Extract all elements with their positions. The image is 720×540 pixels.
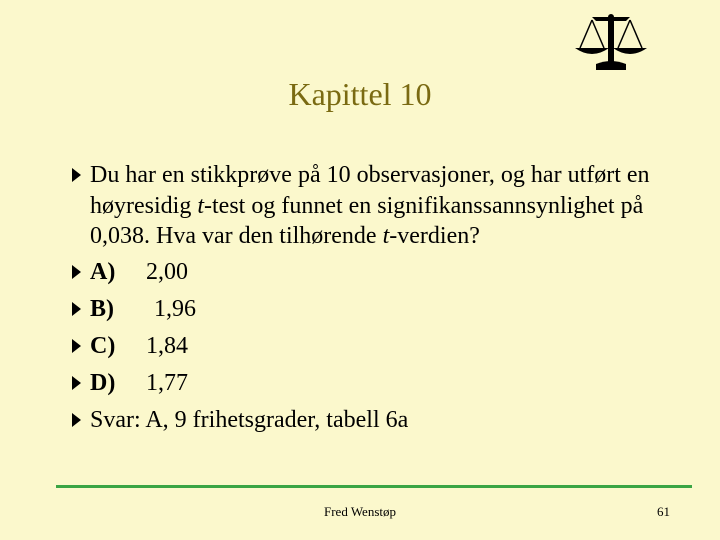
triangle-bullet-icon [72, 339, 81, 353]
option-d [72, 368, 682, 399]
scales-of-justice-icon [570, 12, 652, 74]
answer-item [72, 405, 682, 436]
question-t-1: t [197, 192, 204, 219]
question-text-1: Du har en stikkprøve på 10 observasjoner, og har utført en høyresidig [90, 162, 650, 219]
option-value: 2,00 [146, 258, 188, 285]
answer-text: Svar: A, 9 frihetsgrader, tabell 6a [90, 406, 409, 433]
option-value: 1,96 [154, 295, 196, 322]
option-letter: D) [90, 369, 116, 396]
option-value: 1,84 [146, 332, 188, 359]
option-letter: B) [90, 295, 114, 322]
footer-divider [56, 485, 692, 488]
question-item [72, 160, 682, 252]
triangle-bullet-icon [72, 376, 81, 390]
option-a [72, 257, 682, 288]
footer-author: Fred Wenstøp [323, 504, 396, 519]
option-letter: C) [90, 332, 116, 359]
triangle-bullet-icon [72, 302, 81, 316]
question-text-3: -verdien? [389, 223, 480, 249]
option-value: 1,77 [146, 369, 188, 396]
option-c [72, 331, 682, 362]
page-number: 61 [657, 504, 670, 519]
option-letter: A) [90, 258, 116, 285]
option-b [72, 294, 682, 325]
question-text-2: -test og funnet en signifikanssannsynlighet på 0,038. Hva var den tilhørende [90, 192, 644, 249]
slide-title: Kapittel 10 [288, 76, 432, 112]
triangle-bullet-icon [72, 413, 81, 427]
bullet-list [72, 160, 682, 442]
question-t-2: t [382, 223, 390, 249]
triangle-bullet-icon [72, 168, 81, 182]
triangle-bullet-icon [72, 265, 81, 279]
